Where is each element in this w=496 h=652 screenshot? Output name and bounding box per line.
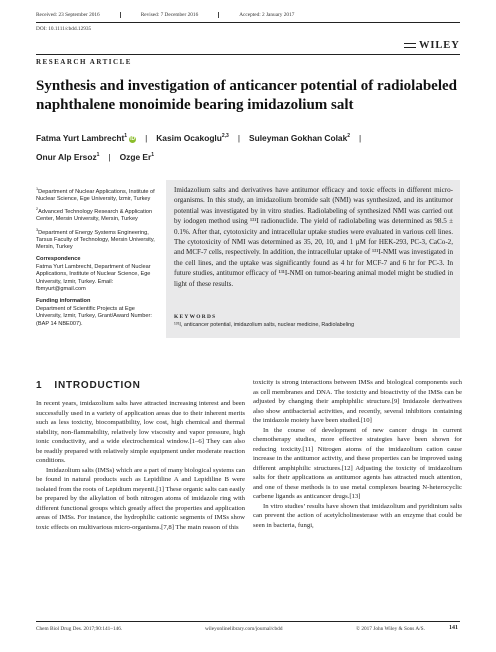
author-name[interactable]: Onur Alp Ersoz bbox=[36, 151, 97, 162]
author-separator: | bbox=[145, 132, 148, 143]
paragraph: In the course of development of new cancer drugs in current chemotherapy studies, more effective strategies have been shown for reducing toxicity.[11] Nitrogen atoms of the imidazolium cation cause increase in the antitumor activity, and these properties can be improved using different amphiphilic structures.[12] Adjusting the toxicity of imidazolium salts for their applications as antitumor agents has attracted much attention, and one of these methods is to use metal complexes bearing N-heterocyclic carbene ligands as anticancer drugs.[13] bbox=[253, 426, 462, 500]
footer-rule bbox=[36, 621, 460, 622]
affiliation: $^1$Department of Nuclear Applications, Institute of Nuclear Science, Ege University, Izmir, Turkey bbox=[36, 187, 155, 203]
revised-date: Revised: 7 December 2016 bbox=[120, 12, 199, 18]
author-name[interactable]: Kasim Ocakoglu bbox=[156, 132, 222, 143]
keywords-text: ¹³¹I, anticancer potential, imidazolium salts, nuclear medicine, Radiolabeling bbox=[174, 322, 355, 328]
body-column-right bbox=[253, 378, 462, 530]
article-dates bbox=[36, 12, 314, 18]
section-heading: 1 INTRODUCTION bbox=[36, 380, 141, 391]
author-name[interactable]: Fatma Yurt Lambrecht bbox=[36, 132, 125, 143]
copyright: © 2017 John Wiley & Sons A/S. bbox=[356, 626, 425, 632]
keywords-heading: KEYWORDS bbox=[174, 314, 217, 320]
article-type-rule bbox=[36, 54, 460, 55]
paragraph: toxicity is strong interactions between IMSs and biological components such as cell membranes and DNA. The toxicity and bioactivity of the IMSs can be adjusted by changing their amphiphilic structure.[9] Imidazole derivatives also show antibacterial activities, and recently, several inhibitors containing the imidazole moiety have been studied.[10] bbox=[253, 379, 462, 424]
abstract-box bbox=[166, 180, 460, 338]
publisher-logo: WILEY bbox=[404, 40, 460, 51]
affiliation: $^3$Department of Energy Systems Engineering, Tarsus Faculty of Technology, Mersin University, Mersin, Turkey bbox=[36, 227, 155, 250]
correspondence-text: Fatma Yurt Lambrecht, Department of Nuclear Applications, Institute of Nuclear Science, Ege University, Izmir, Turkey. Email: fbmyurt@gmail.com bbox=[36, 264, 151, 292]
wiley-mark-icon bbox=[404, 43, 416, 48]
header-rule bbox=[36, 22, 460, 23]
paragraph: In vitro studies’ results have shown that imidazolium and pyridinium salts can prevent the action of acetylcholinesterase with an enzyme that could be seen in bacteria, fungi, bbox=[253, 502, 462, 529]
page-number: 141 bbox=[449, 625, 458, 631]
author-name[interactable]: Suleyman Gokhan Colak bbox=[249, 132, 348, 143]
received-date: Received: 23 September 2016 bbox=[36, 12, 100, 18]
article-title: Synthesis and investigation of anticancer potential of radiolabeled naphthalene monoimide bearing imidazolium salt bbox=[36, 78, 457, 113]
journal-url[interactable]: wileyonlinelibrary.com/journal/cbdd bbox=[205, 626, 283, 632]
article-type: RESEARCH ARTICLE bbox=[36, 58, 132, 66]
paragraph: Imidazolium salts (IMSs) which are a part of many biological systems can be found in natural products such as Lepidiline A and Lepidiline B were isolated from the roots of Lepidium meyenii.[1] These organic salts can easily be prepared by the alkylation of both nitrogen atoms of imidazole ring with different functional groups which greatly affect the properties and application areas of IMSs. For instance, the hydrophilic cationic segments of IMSs show toxic effects on multivarious micro-organisms.[7,8] The main reason of this bbox=[36, 466, 245, 531]
funding-text: Department of Scientific Projects at Ege University, Izmir, Turkey, Grant/Award Number: (BAP 14 NBE007). bbox=[36, 306, 152, 327]
funding-heading: Funding information bbox=[36, 298, 91, 305]
paragraph: In recent years, imidazolium salts have attracted increasing interest and been successfully used in a variety of application areas due to their inherent merits such as less toxicity, biocompatibility, low cost, high chemical and thermal stability, non-flammability, relatively low viscosity and vapor pressure, high ionic conductivity, and a wide electrochemical window.[1–6] They can also be readily prepared with relatively simple equipment under moderate reaction conditions. bbox=[36, 400, 245, 464]
author-info-sidebar bbox=[36, 186, 160, 331]
abstract-text: Imidazolium salts and derivatives have antitumor efficacy and toxic effects in different micro-organisms. In this study, an imidazolium bromide salt (NMI) was synthesized, and its antitumor potential was investigated by in vitro studies. Radiolabeling of synthesized NMI was carried out by iodogen method using ¹³¹I radionuclide. The yield of radiolabeling was determined as 98.5 ± 0.1%. After that, cytotoxicity and intracellular uptake studies were evaluated in various cell lines. The cytotoxicity of NMI was determined as 35, 20, 10, and 1 µM for HEK-293, PC-3, CaCo-2, and MCF-7 cells, respectively. In addition, the intracellular uptake of ¹³¹I-NMI was investigated in the cell lines, and the uptake was significantly found as 4 hr for MCF-7 and 6 hr for PC-3. In future studies, antitumor efficacy of ¹³¹I-NMI on tumor-bearing animal model might be studied in light of these results. bbox=[174, 186, 453, 288]
correspondence-heading: Correspondence bbox=[36, 256, 81, 262]
author-list: Fatma Yurt Lambrecht$^1$ iD | Kasim Ocakoglu$^{2,3}$ | Suleyman Gokhan Colak$^2$ | Onur Alp Ersoz$^1$ | Ozge Er$^1$ bbox=[36, 132, 362, 162]
orcid-icon[interactable]: iD bbox=[130, 135, 136, 142]
doi[interactable]: DOI: 10.1111/cbdd.12935 bbox=[36, 26, 92, 32]
author-separator: | bbox=[359, 132, 362, 143]
author-separator: | bbox=[237, 132, 241, 143]
journal-citation: Chem Biol Drug Des. 2017;90:141–146. bbox=[36, 626, 123, 632]
author-separator: | bbox=[108, 151, 111, 162]
affiliation: $^2$Advanced Technology Research & Application Center, Mersin University, Mersin, Turkey bbox=[36, 207, 153, 223]
accepted-date: Accepted: 2 January 2017 bbox=[218, 12, 294, 18]
body-column-left bbox=[36, 399, 245, 532]
author-name[interactable]: Ozge Er bbox=[119, 151, 152, 162]
